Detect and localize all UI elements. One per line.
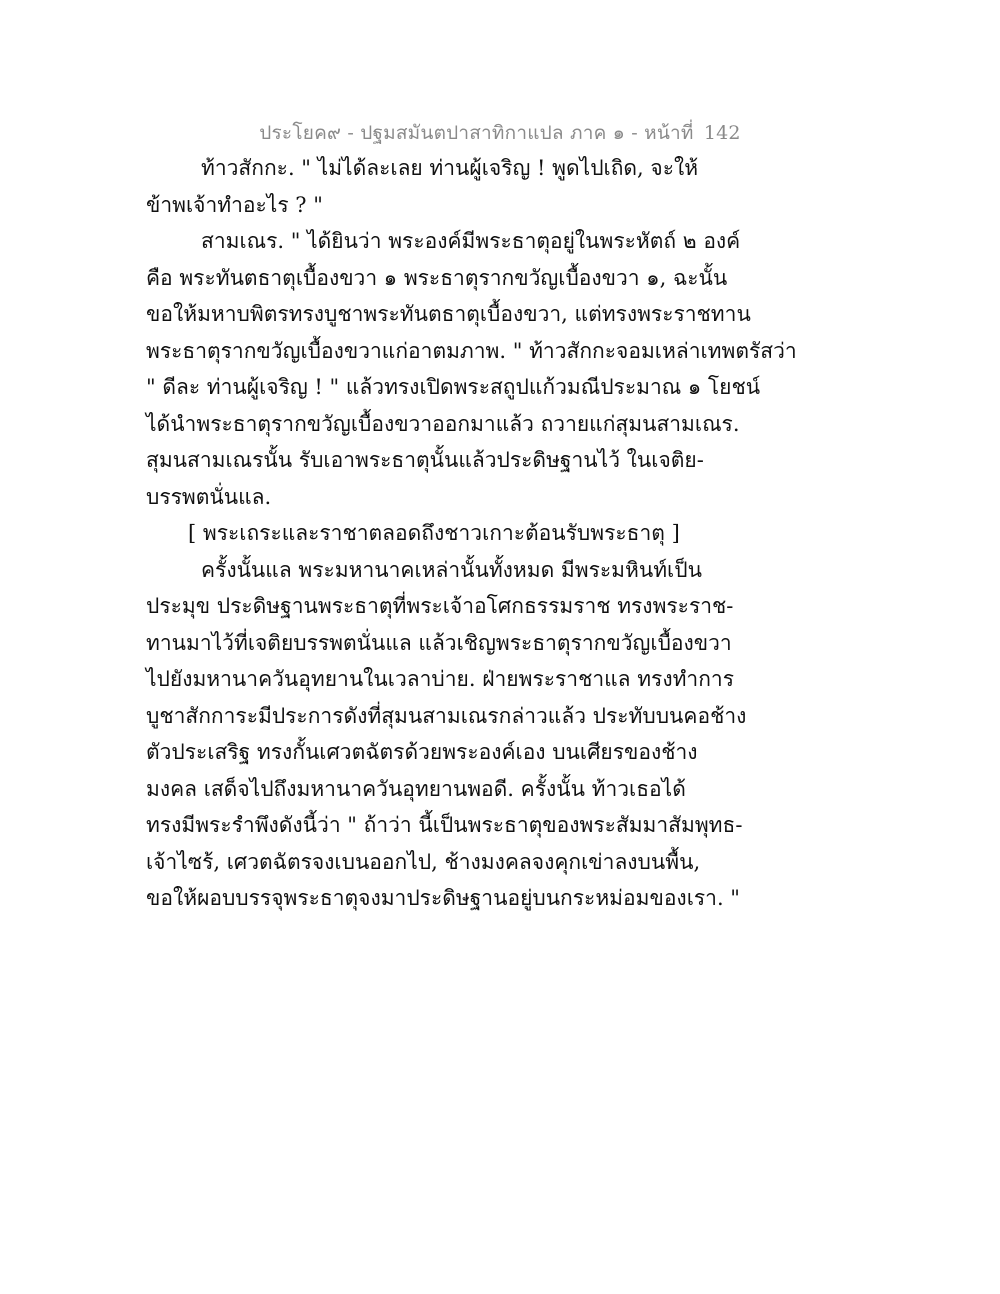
text-line: เจ้าไซร้, เศวตฉัตรจงเบนออกไป, ช้างมงคลจงคุกเข่าลงบนพื้น, (146, 849, 701, 874)
text-line: มงคล เสด็จไปถึงมหานาควันอุทยานพอดี. ครั้งนั้น ท้าวเธอได้ (146, 776, 686, 801)
body-text (146, 150, 797, 917)
text-line: ขอให้ผอบบรรจุพระธาตุจงมาประดิษฐานอยู่บนกระหม่อมของเรา. " (146, 886, 740, 910)
text-line: ข้าพเจ้าทำอะไร ? " (146, 192, 323, 217)
text-line: บูชาสักการะมีประการดังที่สุมนสามเณรกล่าวแล้ว ประทับบนคอช้าง (146, 703, 747, 728)
text-line: พระธาตุรากขวัญเบื้องขวาแก่อาตมภาพ. " ท้าวสักกะจอมเหล่าเทพตรัสว่า (146, 338, 797, 363)
running-header (0, 118, 1000, 148)
page-number: 142 (703, 122, 741, 144)
running-title: ประโยค๙ - ปฐมสมันตปาสาทิกาแปล ภาค ๑ - หน้าที่ (259, 122, 694, 144)
text-line: ครั้งนั้นแล พระมหานาคเหล่านั้นทั้งหมด มีพระมหินท์เป็น (201, 557, 702, 582)
section-heading: [ พระเถระและราชาตลอดถึงชาวเกาะต้อนรับพระธาตุ ] (188, 521, 680, 545)
text-line: ตัวประเสริฐ ทรงกั้นเศวตฉัตรด้วยพระองค์เอง บนเศียรของช้าง (146, 740, 698, 764)
text-line: คือ พระทันตธาตุเบื้องขวา ๑ พระธาตุรากขวัญเบื้องขวา ๑, ฉะนั้น (146, 265, 728, 290)
text-line: ท้าวสักกะ. " ไม่ได้ละเลย ท่านผู้เจริญ ! พูดไปเถิด, จะให้ (201, 156, 699, 180)
text-line: " ดีละ ท่านผู้เจริญ ! " แล้วทรงเปิดพระสถูปแก้วมณีประมาณ ๑ โยชน์ (146, 375, 761, 399)
text-line: สามเณร. " ได้ยินว่า พระองค์มีพระธาตุอยู่ในพระหัตถ์ ๒ องค์ (201, 229, 741, 253)
text-line: สุมนสามเณรนั้น รับเอาพระธาตุนั้นแล้วประดิษฐานไว้ ในเจติย- (146, 448, 704, 472)
text-line: ทานมาไว้ที่เจติยบรรพตนั่นแล แล้วเชิญพระธาตุรากขวัญเบื้องขวา (146, 630, 732, 655)
text-line: ประมุข ประดิษฐานพระธาตุที่พระเจ้าอโศกธรรมราช ทรงพระราช- (146, 594, 734, 618)
text-line: ได้นำพระธาตุรากขวัญเบื้องขวาออกมาแล้ว ถวายแก่สุมนสามเณร. (146, 411, 740, 436)
text-line: ไปยังมหานาควันอุทยานในเวลาบ่าย. ฝ่ายพระราชาแล ทรงทำการ (146, 667, 734, 691)
text-line: ทรงมีพระรำพึงดังนี้ว่า " ถ้าว่า นี้เป็นพระธาตุของพระสัมมาสัมพุทธ- (146, 813, 743, 837)
text-line: บรรพตนั่นแล. (146, 484, 272, 509)
text-line: ขอให้มหาบพิตรทรงบูชาพระทันตธาตุเบื้องขวา, แต่ทรงพระราชทาน (146, 302, 751, 326)
